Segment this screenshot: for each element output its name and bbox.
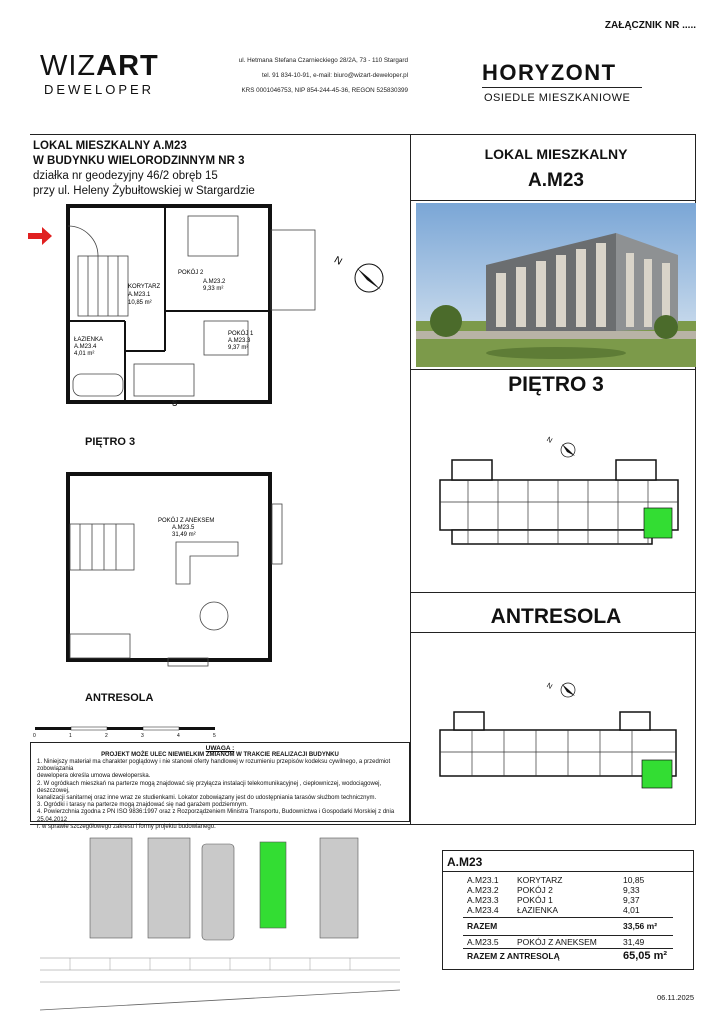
brand-rule [482,87,642,88]
area-table-title: A.M23 [447,855,483,869]
north-arrow-icon [332,248,387,300]
project-subtitle: OSIEDLE MIESZKANIOWE [484,92,631,104]
developer-logo: WIZART [40,50,159,82]
svg-text:N: N [332,254,344,268]
notice-item: dewelopera określa umowa deweloperska. [37,773,151,780]
svg-text:2: 2 [105,733,108,739]
svg-text:9,33 m²: 9,33 m² [203,286,224,292]
table-row: A.M23.4 ŁAZIENKA 4,01 [467,905,640,915]
svg-text:4,01 m²: 4,01 m² [74,351,95,357]
unit-highlight [644,508,672,538]
room-label-korytarz: KORYTARZ [128,284,161,290]
developer-address: ul. Hetmana Stefana Czarnieckiego 28/2A, 73 - 110 Stargard [238,57,408,64]
mezzanine-plan [60,464,280,674]
svg-text:A.M23.5: A.M23.5 [172,525,195,531]
key-plan-mezzanine [438,676,688,796]
site-plan [30,830,410,1016]
table-row: A.M23.1 KORYTARZ 10,85 [467,875,645,885]
table-grand-total-row: RAZEM Z ANTRESOLĄ 65,05 m² [467,950,668,962]
unit-highlight-mezz [642,760,672,788]
notice-item: 4. Powierzchnia zgodna z PN ISO 9836:1997 oraz z Rozporządzeniem Ministra Transportu, Budownictwa i Gospodarki Morskiej z dnia 25.04.2012 [37,809,395,823]
room-label-pokoj-z-aneksem: POKÓJ Z ANEKSEM [158,518,215,524]
svg-text:A.M23.1: A.M23.1 [128,292,151,298]
notice-item: 2. W ogródkach mieszkań na parterze mogą znajdować się przyłącza instalacji telekomunikacyjnej , ciepłowniczej, wodociągowej, deszczowej, [37,780,382,794]
title-divider [410,200,696,201]
svg-text:5: 5 [213,733,216,739]
svg-text:1: 1 [69,733,72,739]
header-divider [30,134,696,135]
room-label-lazienka: ŁAZIENKA [74,337,104,343]
svg-text:N: N [545,682,554,691]
unit-line-1: LOKAL MIESZKALNY A.M23 [33,140,187,152]
unit-line-3: działka nr geodezyjny 46/2 obręb 15 [33,170,218,182]
developer-logo-sub: DEWELOPER [44,82,155,97]
developer-contact: tel. 91 834-10-91, e-mail: biuro@wizart-deweloper.pl [261,72,408,79]
mezzanine-label: ANTRESOLA [85,692,154,704]
room-label-pokoj1: POKÓJ 1 [228,331,254,337]
svg-text:N: N [545,436,554,445]
right-unit: A.M23 [528,170,584,191]
svg-text:4: 4 [177,733,180,739]
unit-line-2: W BUDYNKU WIELORODZINNYM NR 3 [33,155,245,167]
notice-item: 3. Ogródki i tarasy na parterze mogą znajdować się nad garażem podziemnym. [37,802,248,809]
notice-box [30,742,410,830]
table-row: A.M23.2 POKÓJ 2 9,33 [467,885,640,895]
table-total-row: RAZEM 33,56 m² [467,921,658,931]
table-row: A.M23.5 POKÓJ Z ANEKSEM 31,49 [467,937,645,947]
svg-text:10,85 m²: 10,85 m² [128,300,152,306]
notice-title: UWAGA : [205,745,235,752]
right-mezz-title: ANTRESOLA [490,605,622,628]
area-table [442,850,694,970]
attachment-number: ZAŁĄCZNIK NR ..... [604,20,696,31]
svg-text:0: 0 [33,733,36,739]
table-row: A.M23.3 POKÓJ 1 9,37 [467,895,640,905]
entrance-arrow-icon [28,227,52,245]
site-building-highlight [260,842,286,928]
svg-text:3: 3 [141,733,144,739]
notice-item: r. w sprawie szczegółowego zakresu i formy projektu budowlanego. [37,823,216,830]
room-label-pokoj2: POKÓJ 2 [178,270,204,276]
scale-bar [30,726,220,740]
mezz-divider [410,632,696,633]
floor-label: PIĘTRO 3 [85,436,136,448]
project-name: HORYZONT [482,60,617,85]
key-plan-level3 [438,430,688,565]
building-rendering [416,203,696,367]
svg-text:31,49 m²: 31,49 m² [172,532,196,538]
right-floor-title: PIĘTRO 3 [508,373,604,396]
document-date: 06.11.2025 [657,993,694,1002]
floor-divider [410,592,696,593]
svg-text:A.M23.3: A.M23.3 [228,338,251,344]
svg-text:A.M23.2: A.M23.2 [203,279,226,285]
svg-text:S: S [172,399,178,408]
floor-plan-level3 [28,196,328,416]
notice-caption: PROJEKT MOŻE ULEC NIEWIELKIM ZMIANOM W TRAKCIE REALIZACJI BUDYNKU [101,752,339,758]
unit-line-4: przy ul. Heleny Żybułtowskiej w Stargardzie [33,185,255,197]
photo-divider [410,369,696,370]
notice-item: 1. Niniejszy materiał ma charakter poglądowy i nie stanowi oferty handlowej w rozumieniu przepisów kodeksu cywilnego, a przedmiot zobowiązania [37,759,391,773]
developer-registry: KRS 0001046753, NIP 854-244-45-36, REGON 525830399 [241,87,408,94]
vertical-divider [410,134,411,824]
svg-text:9,37 m²: 9,37 m² [228,345,249,351]
svg-text:A.M23.4: A.M23.4 [74,344,97,350]
notice-item: kanalizacji sanitarnej oraz inne wraz ze studienkami. Lokator zobowiązany jest do udostępniania tarasów służbom technicznym. [37,795,377,802]
right-title: LOKAL MIESZKALNY [484,146,628,162]
